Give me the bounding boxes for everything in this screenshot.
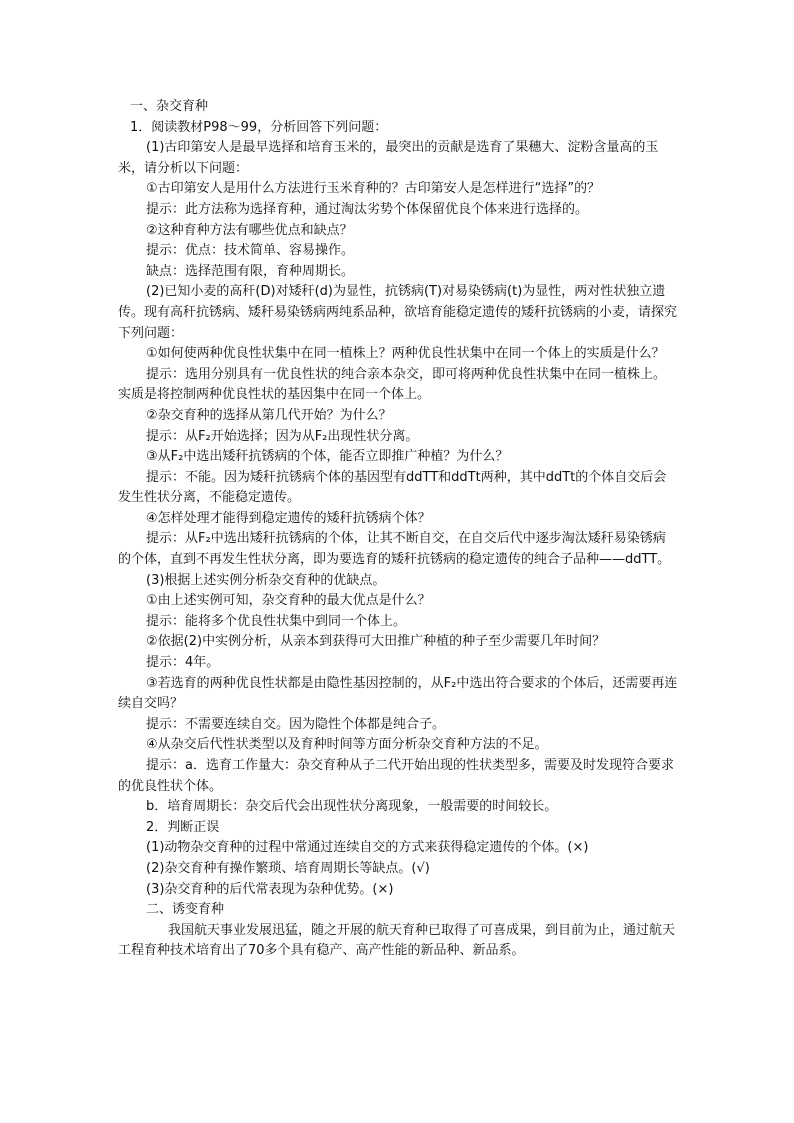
- question-1-2-b: ②杂交育种的选择从第几代开始？为什么？: [146, 407, 392, 423]
- question-1-2: (2)已知小麦的高秆(D)对矮秆(d)为显性，抗锈病(T)对易染锈病(t)为显性，两对性状独立遗传。现有高秆抗锈病、矮秆易染锈病两纯系品种，欲培育能稳定遗传的矮秆抗锈病的小麦，请探究下列问题：: [118, 284, 678, 341]
- question-1-1-b: ②这种育种方法有哪些优点和缺点？: [146, 222, 353, 238]
- true-false-2: (2)杂交育种有操作繁琐、培育周期长等缺点。(√): [146, 860, 430, 876]
- section-heading-crossbreeding: 一、杂交育种: [130, 99, 209, 114]
- question-1-3-b: ②依据(2)中实例分析，从亲本到获得可大田推广种植的种子至少需要几年时间？: [146, 634, 606, 650]
- question-1-2-d: ④怎样处理才能得到稳定遗传的矮秆抗锈病个体？: [146, 510, 431, 526]
- question-1-3-d: ④从杂交后代性状类型以及育种时间等方面分析杂交育种方法的不足。: [146, 737, 548, 753]
- hint-1-3-a: 提示：能将多个优良性状集中到同一个体上。: [146, 613, 407, 629]
- document-body: [118, 97, 678, 962]
- question-1: 1．阅读教材P98～99，分析回答下列问题：: [130, 119, 388, 135]
- section-heading-mutation-breeding: 二、诱变育种: [146, 902, 225, 918]
- hint-1-3-c: 提示：不需要连续自交。因为隐性个体都是纯合子。: [146, 716, 446, 732]
- question-1-1-a: ①古印第安人是用什么方法进行玉米育种的？古印第安人是怎样进行“选择”的？: [146, 181, 601, 197]
- hint-1-3-d-b: b．培育周期长：杂交后代会出现性状分离现象，一般需要的时间较长。: [146, 799, 558, 815]
- question-1-3-c: ③若选育的两种优良性状都是由隐性基因控制的，从F₂中选出符合要求的个体后，还需要再连续自交吗？: [118, 675, 678, 712]
- hint-1-2-d: 提示：从F₂中选出矮秆抗锈病的个体，让其不断自交，在自交后代中逐步淘汰矮秆易染锈病的个体，直到不再发生性状分离，即为要选育的矮秆抗锈病的稳定遗传的纯合子品种——ddTT。: [118, 531, 671, 568]
- question-1-3: (3)根据上述实例分析杂交育种的优缺点。: [146, 572, 386, 588]
- question-2: 2．判断正误: [146, 819, 220, 835]
- true-false-3: (3)杂交育种的后代常表现为杂种优势。(×): [146, 881, 394, 897]
- hint-1-1-b-advantages: 提示：优点：技术简单、容易操作。: [146, 243, 355, 259]
- hint-1-1-b-disadvantages: 缺点：选择范围有限，育种周期长。: [146, 263, 355, 279]
- hint-1-2-b: 提示：从F₂开始选择；因为从F₂出现性状分离。: [146, 428, 419, 444]
- question-1-3-a: ①由上述实例可知，杂交育种的最大优点是什么？: [146, 593, 431, 609]
- question-1-2-c: ③从F₂中选出矮秆抗锈病的个体，能否立即推广种植？为什么？: [146, 449, 509, 465]
- hint-1-2-c: 提示：不能。因为矮秆抗锈病个体的基因型有ddTT和ddTt两种，其中ddTt的个体自交后会发生性状分离，不能稳定遗传。: [118, 469, 667, 506]
- hint-1-3-d-a: 提示：a．选育工作量大：杂交育种从子二代开始出现的性状类型多，需要及时发现符合要求的优良性状个体。: [118, 758, 674, 794]
- hint-1-3-b: 提示：4年。: [146, 655, 220, 671]
- true-false-1: (1)动物杂交育种的过程中常通过连续自交的方式来获得稳定遗传的个体。(×): [146, 840, 589, 856]
- question-1-1: (1)古印第安人是最早选择和培育玉米的，最突出的贡献是选育了果穗大、淀粉含量高的玉米，请分析以下问题：: [118, 140, 659, 176]
- question-1-2-a: ①如何使两种优良性状集中在同一植株上？两种优良性状集中在同一个体上的实质是什么？: [146, 346, 665, 362]
- hint-1-2-a: 提示：选用分别具有一优良性状的纯合亲本杂交，即可将两种优良性状集中在同一植株上。实质是将控制两种优良性状的基因集中在同一个体上。: [118, 366, 667, 403]
- hint-1-1-a: 提示：此方法称为选择育种，通过淘汰劣势个体保留优良个体来进行选择的。: [146, 201, 589, 217]
- paragraph-space-breeding: 我国航天事业发展迅猛，随之开展的航天育种已取得了可喜成果，到目前为止，通过航天工程育种技术培育出了70多个具有稳产、高产性能的新品种、新品系。: [118, 922, 676, 959]
